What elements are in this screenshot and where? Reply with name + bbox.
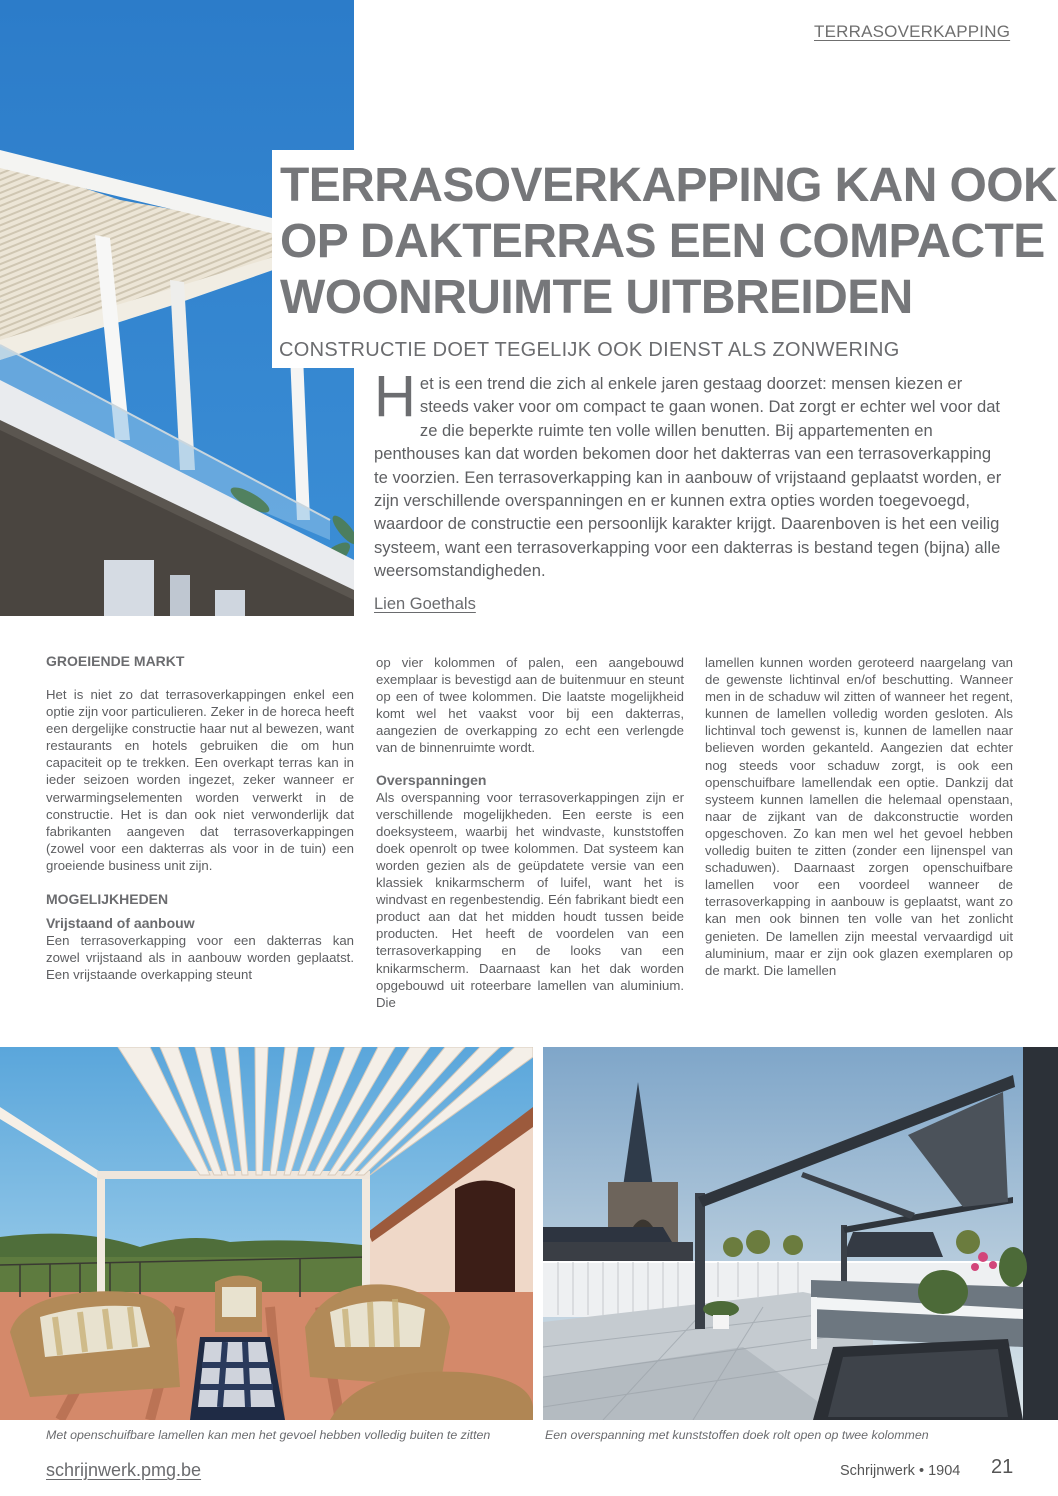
title-line-2: OP DAKTERRAS EEN COMPACTE [280,215,1045,268]
photo-caption-2: Een overspanning met kunststoffen doek rolt open op twee kolommen [545,1428,929,1442]
section-heading-mogelijkheden: MOGELIJKHEDEN [46,891,169,908]
intro-paragraph [374,372,1004,584]
paragraph: Als overspanning voor terrasoverkappingen zijn er verschillende mogelijkheden. Een eerste is een doeksysteem, waarbij het windvaste, kunststoffen doek openrolt op twee kolommen. Dat systeem kan worden gezien als de geüpdatete versie van een klassiek knikarmscherm of luifel, want het is windvast en regenbestendig. Eén fabrikant biedt een product aan dat het midden houdt tussen beide producten. Het heeft de voordelen van een terrasoverkapping en de looks van een knikarmscherm. Daarnaast kan het dak worden opgebouwd uit roteerbare lamellen van aluminium. Die [376,789,684,1010]
paragraph: Het is niet zo dat terrasoverkappingen enkel een optie zijn voor particulieren. Zeker in de horeca heeft een dergelijke constructie haar nut al bewezen, want restaurants en hotels gebruiken die om hun capaciteit op te trekken. Een overkapt terras kan in ieder seizoen worden ingezet, zeker wanneer er verwarmingselementen worden verwerkt in de constructie. Het is dan ook niet verwonderlijk dat fabrikanten aangeven dat terrasoverkappingen (zowel voor een dakterras als voor in de tuin) een groeiende business unit zijn. [46,687,354,873]
intro-text: et is een trend die zich al enkele jaren gestaag doorzet: mensen kiezen er steeds vaker voor om compact te gaan wonen. Dat zorgt er echter wel voor dat ze die beperkte ruimte ten volle willen benutten. Bij appartementen en penthouses kan dat worden bekomen door het dakterras van een terrasoverkapping te voorzien. Een terrasoverkapping kan in aanbouw of vrijstaand geplaatst worden, er zijn verschillende overspanningen en er kunnen extra opties worden toegevoegd, waardoor de constructie een persoonlijk karakter krijgt. Daarenboven is het een veilig systeem, want een terrasoverkapping voor een dakterras is bestand tegen (bijna) alle weersomstandigheden. [374,374,1002,581]
title-line-3: WOONRUIMTE UITBREIDEN [280,271,913,324]
section-heading-groeiende-markt: GROEIENDE MARKT [46,653,185,669]
subheading-overspanningen: Overspanningen [376,771,487,788]
body-column-1 [46,652,354,1036]
page-number: 21 [991,1456,1014,1478]
title-line-1: TERRASOVERKAPPING KAN OOK [280,159,1058,212]
paragraph: lamellen kunnen worden geroteerd naargelang van de gewenste lichtinval en/of beschutting. Wanneer men in de schaduw wil zitten of wanneer het regent, kunnen de lamellen volledig worden gesloten. Als lichtinval toch gewenst is, kunnen de lamellen naar believen worden gekanteld. Aangezien dat echter nog steeds voor schaduw zorgt, is ook een openschuifbare lamellendak een optie. Dankzij dat systeem kunnen lamellen die helemaal openstaan, naar de zijkant van de dakconstructie worden opgeschoven. Zo kan men wel het gevoel hebben volledig buiten te zitten (zonder een lijnenspel van schaduwen). Daarnaast zorgen openschuifbare lamellen voor een voordeel wanneer de terrasoverkapping in aanbouw is geplaatst, want zo kan men ook binnen ten volle van het zonlicht genieten. De lamellen zijn meestal vervaardigd uit aluminium, maar er zijn ook glazen exemplaren op de markt. Die lamellen [705,655,1013,978]
footer-issue: Schrijnwerk • 1904 [840,1463,961,1479]
author-byline: Lien Goethals [374,595,476,613]
body-column-2 [376,654,684,1038]
paragraph: op vier kolommen of palen, een aangebouwd exemplaar is bevestigd aan de buitenmuur en steunt op een of twee kolommen. Die laatste mogelijkheid komt wel het vaakst voor bij een dakterras, aangezien de overkapping zo echt een verlengde van de binnenruimte wordt. [376,655,684,756]
body-column-3 [705,654,1013,1038]
photo-lamellen-terrace [0,1047,533,1420]
drop-cap: H [374,372,416,429]
footer-website-link[interactable]: schrijnwerk.pmg.be [46,1460,202,1480]
article-title [280,158,1057,326]
title-block [272,150,1058,368]
subheading-vrijstaand: Vrijstaand of aanbouw [46,915,195,932]
paragraph: Een terrasoverkapping voor een dakterras kan zowel vrijstaand als in aanbouw worden geplaatst. Een vrijstaande overkapping steunt [46,933,354,983]
photo-fabric-canopy [543,1047,1058,1420]
photo-caption-1: Met openschuifbare lamellen kan men het gevoel hebben volledig buiten te zitten [46,1428,491,1442]
article-subtitle: CONSTRUCTIE DOET TEGELIJK OOK DIENST ALS ZONWERING [279,339,900,361]
section-tag: TERRASOVERKAPPING [814,22,1011,41]
